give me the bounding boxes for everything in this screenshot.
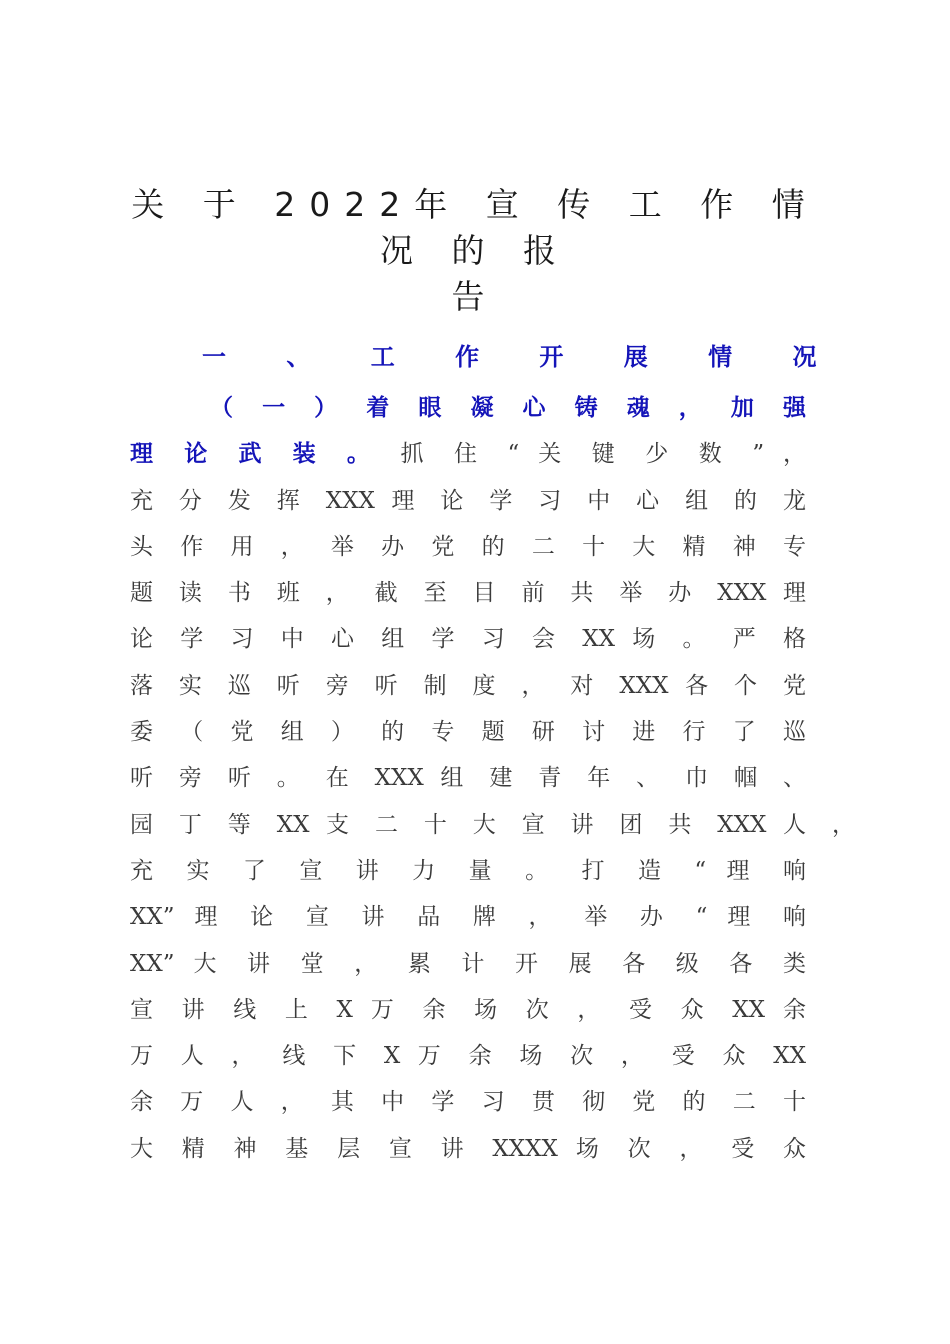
paragraph-line: 论 学 习 中 心 组 学 习 会 XX 场 。 严 格 <box>130 626 806 653</box>
paragraph-lead-line-2: 理 论 武 装 。 <box>130 440 382 468</box>
paragraph-line: 充 实 了 宣 讲 力 量 。 打 造 “ 理 响 <box>130 857 806 884</box>
paragraph-lead-line-1: （ 一 ） 着 眼 凝 心 铸 魂 ， 加 强 <box>210 394 806 421</box>
paragraph-line: 听 旁 听 。 在 XXX 组 建 青 年 、 巾 帼 、 <box>130 765 806 792</box>
document-title <box>130 182 820 320</box>
paragraph-line-2-rest: 抓 住 “ 关 键 少 数 ” ， <box>400 441 806 468</box>
paragraph-line: 落 实 巡 听 旁 听 制 度 ， 对 XXX 各 个 党 <box>130 672 806 699</box>
paragraph-line: 头 作 用 ， 举 办 党 的 二 十 大 精 神 专 <box>130 533 806 560</box>
paragraph-line: 委 （ 党 组 ） 的 专 题 研 讨 进 行 了 巡 <box>130 719 806 746</box>
paragraph-line-2 <box>130 431 806 477</box>
section-heading-1: 一 、 工 作 开 展 情 况 <box>202 342 843 371</box>
title-line-1: 关 于 2022年 宣 传 工 作 情 况 的 报 <box>131 185 819 270</box>
title-line-2: 告 <box>451 277 499 316</box>
paragraph-line: 大 精 神 基 层 宣 讲 XXXX 场 次 ， 受 众 <box>130 1135 806 1162</box>
paragraph-line: 题 读 书 班 ， 截 至 目 前 共 举 办 XXX 理 <box>130 580 806 607</box>
paragraph-line: 万 人 ， 线 下 X 万 余 场 次 ， 受 众 XX <box>130 1043 806 1070</box>
paragraph-line: 余 万 人 ， 其 中 学 习 贯 彻 党 的 二 十 <box>130 1089 806 1116</box>
paragraph-1 <box>130 385 806 1172</box>
paragraph-line: 充 分 发 挥 XXX 理 论 学 习 中 心 组 的 龙 <box>130 487 806 514</box>
paragraph-line: 园 丁 等 XX 支 二 十 大 宣 讲 团 共 XXX 人 <box>130 811 806 838</box>
line-overhang-comma: ， <box>832 812 855 838</box>
paragraph-line: 宣 讲 线 上 X 万 余 场 次 ， 受 众 XX 余 <box>130 996 806 1023</box>
paragraph-line: XX” 大 讲 堂 ， 累 计 开 展 各 级 各 类 <box>130 950 806 977</box>
paragraph-line: XX” 理 论 宣 讲 品 牌 ， 举 办 “ 理 响 <box>130 904 806 931</box>
